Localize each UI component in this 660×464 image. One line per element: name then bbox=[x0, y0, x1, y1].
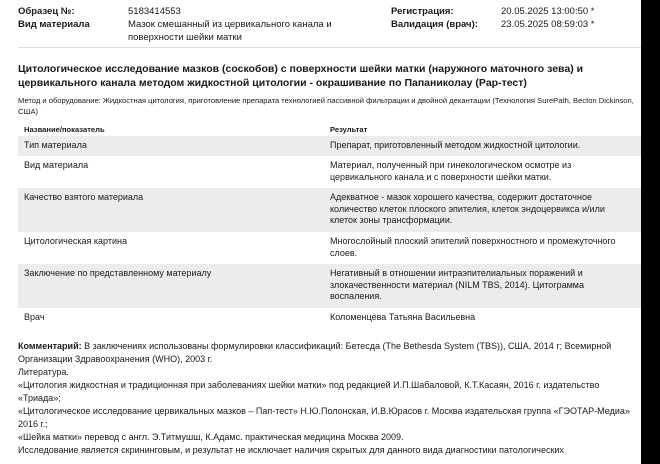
sample-number-label: Образец №: bbox=[18, 6, 75, 17]
registration-label: Регистрация: bbox=[391, 6, 454, 17]
comments-label: Комментарий: bbox=[18, 341, 82, 351]
header-divider bbox=[18, 47, 641, 48]
row-name: Цитологическая картина bbox=[24, 236, 127, 246]
row-name: Заключение по представленному материалу bbox=[24, 268, 212, 278]
table-row bbox=[18, 308, 641, 332]
validation-label: Валидация (врач): bbox=[391, 19, 478, 30]
row-result: Негативный в отношении интраэпителиальных поражений и злокачественности материал (NILM TBS, 2014). Цитограмма воспаления. bbox=[330, 268, 584, 301]
registration-value: 20.05.2025 13:00:50 * bbox=[501, 6, 595, 17]
table-row bbox=[18, 156, 641, 188]
table-row bbox=[18, 232, 641, 264]
row-name: Вид материала bbox=[24, 160, 89, 170]
row-result: Коломенцева Татьяна Васильевна bbox=[330, 312, 476, 322]
col-result-header: Результат bbox=[330, 125, 368, 134]
comment-line: Литература. bbox=[18, 367, 69, 377]
comments-text: В заключениях использованы формулировки классификаций: Бетесда (The Bethesda System (TBS)), США, 2014 г; Всемирной Организации Здравоохранения (WHO), 2003 г. bbox=[18, 341, 612, 364]
comment-line: «Цитология жидкостная и традиционная при заболеваниях шейки матки» под редакцией И.П.Шабаловой, К.Т.Касаян, 2016 г. издательство «Триада»; bbox=[18, 380, 600, 403]
comment-line: «Цитологическое исследование цервикальных мазков – Пап-тест» Н.Ю.Полонская, И.В.Юрасов г. Москва издательская группа «ГЭОТАР-Медиа» 2016 г.; bbox=[18, 406, 630, 429]
material-value: Мазок смешанный из цервикального канала и поверхности шейки матки bbox=[128, 19, 332, 43]
material-label: Вид материала bbox=[18, 19, 90, 30]
sample-number-value: 5183414553 bbox=[128, 6, 181, 17]
comment-line: «Шейка матки» перевод с англ. Э.Титмушш, К.Адамс. практическая медицина Москва 2009. bbox=[18, 432, 404, 442]
row-result: Адекватное - мазок хорошего качества, содержит достаточное количество клеток плоского эпителия, клеток эндоцервикса и/или клеток зоны трансформации. bbox=[330, 192, 605, 225]
comments-intro bbox=[18, 340, 640, 366]
row-result: Многослойный плоский эпителий поверхностного и промежуточного слоев. bbox=[330, 236, 616, 258]
row-result: Препарат, приготовленный методом жидкостной цитологии. bbox=[330, 140, 581, 150]
comment-line: Исследование является скрининговым, и результат не исключает наличия скрытых для данного вида диагностики патологических bbox=[18, 445, 564, 455]
row-name: Врач bbox=[24, 312, 45, 322]
table-header bbox=[18, 122, 641, 136]
validation-value: 23.05.2025 08:59:03 * bbox=[501, 19, 595, 30]
table-row bbox=[18, 264, 641, 308]
col-name-header: Название/показатель bbox=[24, 125, 105, 134]
results-table bbox=[18, 122, 641, 332]
table-row bbox=[18, 136, 641, 156]
row-result: Материал, полученный при гинекологическом осмотре из цервикального канала и с поверхности шейки матки. bbox=[330, 160, 572, 182]
study-title: Цитологическое исследование мазков (соскобов) с поверхности шейки матки (наружного маточного зева) и цервикального канала методом жидкостной цитологии - окрашивание по Папаниколау (Pap-тест) bbox=[18, 63, 584, 89]
comments-section bbox=[18, 340, 640, 457]
table-row bbox=[18, 188, 641, 232]
study-method: Метод и оборудование: Жидкостная цитология, приготовление препарата технологией пассивной фильтрации и двойной декантации (Технология SurePath, Becton Dickinson, США) bbox=[18, 96, 634, 116]
right-edge-bar bbox=[641, 0, 660, 464]
row-name: Тип материала bbox=[24, 140, 87, 150]
row-name: Качество взятого материала bbox=[24, 192, 144, 202]
